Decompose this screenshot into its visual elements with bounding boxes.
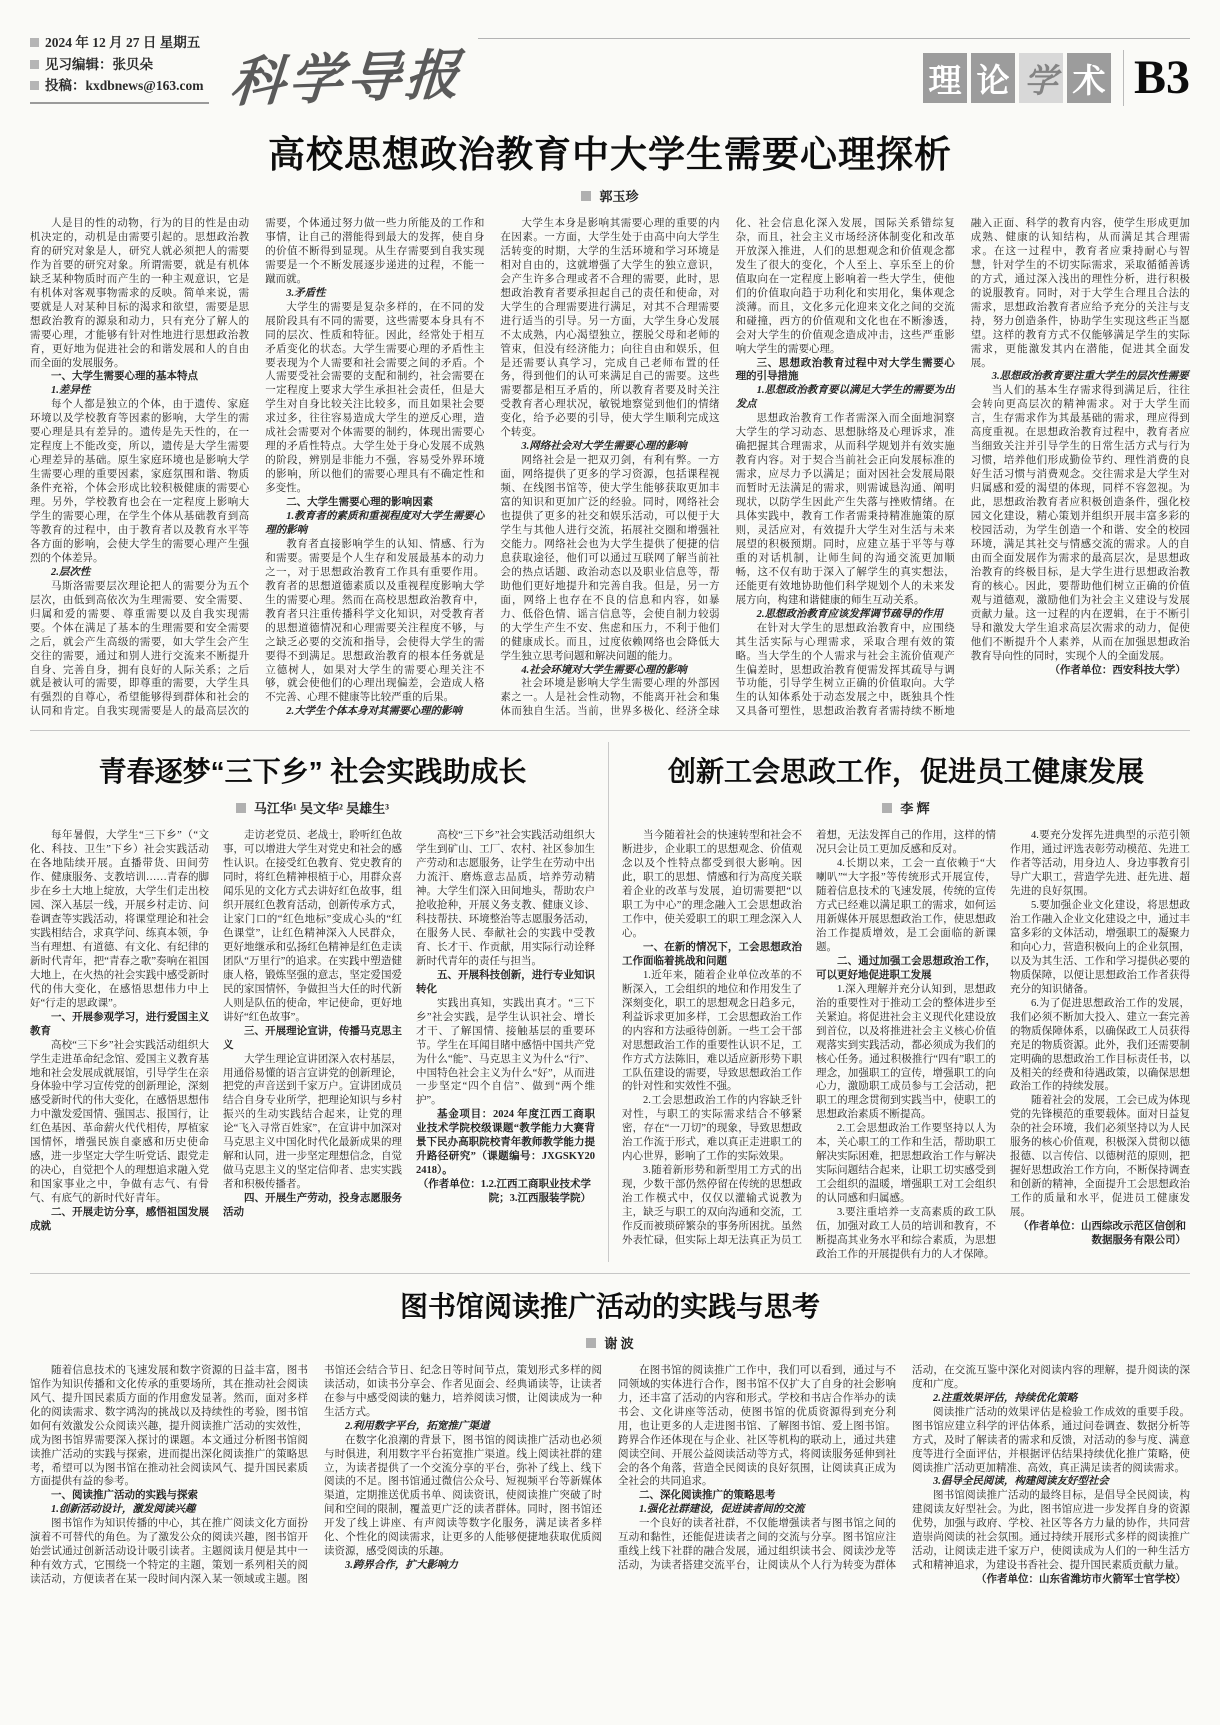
bullet-square-icon [30,60,39,69]
sub-heading: 3.网络社会对大学生需要心理的影响 [521,441,687,453]
body-paragraph: 随着社会的发展，工会已成为体现党的先锋模范的重要载体。面对日益复杂的社会环境，我们必须坚持以为人民服务的核心价值观，积极深入贯彻以德报德、以言传信、以德树范的原则，把握好思想政治工作方向，不断保持调查和创新的精神，全面提升工会思想政治工作的质量和水平，促进员工健康发展。 [1010,1095,1190,1219]
article-body [30,217,1190,719]
sub-heading: 2.利用数字平台，拓宽推广渠道 [345,1420,490,1432]
section-badge [919,50,1190,106]
section-char-box-calligraphy: 学 [1019,53,1063,103]
article-sanxiaxiang [30,742,608,1262]
body-paragraph: 6.为了促进思想政治工作的发展，我们必须不断加大投入、建立一套完善的物质保障体系，以确保政工人员获得充足的物质资源。此外，我们还需要制定明确的思想政治工作目标责任书，以及相关的经费和待遇政策，以确保思想政治工作的持续发展。 [1010,997,1190,1093]
body-paragraph: 高校“三下乡”社会实践活动组织大学生到矿山、工厂、农村、社区参加生产劳动和志愿服务，让学生在劳动中出力流汗、磨炼意志品质，培养劳动精神。大学生们深入田间地头，帮助农户抢收抢种，开展义务支教、健康义诊、科技帮扶、环境整治等志愿服务活动，在服务人民、奉献社会的实践中受教育、长才干、作贡献，用实际行动诠释新时代青年的责任与担当。 [416,830,595,967]
body-paragraph: 4.要充分发挥先进典型的示范引领作用，通过评选表彰劳动模范、先进工作者等活动，用身边人、身边事教育引导广大职工，营造学先进、赶先进、超先进的良好氛围。 [1010,830,1190,898]
byline-square-icon [236,803,246,813]
article-title: 高校思想政治教育中大学生需要心理探析 [268,134,952,175]
body-paragraph: 大学生本身是影响其需要心理的重要的内在因素。一方面，大学生处于由高中向大学生活转变的时期，大学的生活环境和学习环境是相对自由的，这就增强了大学生的独立意识，会产生许多合理或者不合理的需要，此时，思想政治教育者要承担起自己的责任和使命，对大学生的合理需要进行满足，对其不合理需要进行适当的引导。另一方面，大学生身心发展不太成熟，内心渴望独立，摆脱父母和老师的管束，但没有经济能力；向往自由和娱乐，但是还需要认真学习，完成自己老师布置的任务，得到他们的认可来满足自己的需要。这些需要都是相互矛盾的，所以教育者要及时关注受教育者心理状况，敏锐地察觉到他们的情绪变化，给予必要的引导，使大学生顺利完成这个转变。 [500,218,720,439]
middle-row [30,742,1190,1262]
body-paragraph: 2.工会思想政治工作要坚持以人为本，关心职工的工作和生活，帮助职工解决实际困难，把思想政治工作与解决实际问题结合起来，让职工切实感受到工会组织的温暖，增强职工对工会组织的认同感和归属感。 [816,1123,996,1205]
article-body [30,1364,1190,1587]
body-paragraph: 3.要注重培养一支高素质的政工队伍，加强对政工人员的培训和教育，不断提高其业务水平和综合素质，为思想政治工作的开展提供有力的人才保障。 [816,1207,996,1260]
header-rule [478,38,1190,39]
body-paragraph: 思想政治教育工作者需深入而全面地洞察大学生的学习动态、思想脉络及心理诉求，准确把握其合理需求，从而科学规划并有效实施教育内容。对于契合当前社会正向发展标准的需求，应尽力予以满足；面对因社会发展局限而暂时无法满足的需求，则需诚恳沟通、阐明现状，以防学生因此产生失落与挫败情绪。在具体实践中，教育工作者需秉持精准施策的原则，灵活应对，有效提升大学生对生活与未来展望的积极预期。同时，应建立基于平等与尊重的对话机制，让师生间的沟通交流更加顺畅，这不仅有助于深入了解学生的真实想法，还能更有效地协助他们科学规划个人的未来发展方向，构建和谐健康的师生互动关系。 [735,413,955,606]
article-union [609,742,1190,1262]
author-name: 马江华¹ 吴文华² 吴雄生³ [253,801,390,817]
bullet-square-icon [30,38,39,47]
section-divider [30,730,1190,731]
section-heading: 二、深化阅读推广的策略思考 [639,1489,776,1502]
page-header [30,22,1190,114]
body-paragraph: 高校“三下乡”社会实践活动组织大学生走进革命纪念馆、爱国主义教育基地和社会发展成就展馆，引导学生在亲身体验中学习宣传党的创新理论，深刻感受新时代的伟大变化，在感悟思想伟力中激发爱国情、强国志、报国行，让红色基因、革命薪火代代相传，厚植家国情怀，增强民族自豪感和历史使命感，进一步坚定大学生听党话、跟党走的决心，自觉把个人的理想追求融入党和国家事业之中，争做有志气、有骨气、有底气的新时代好青年。 [30,1039,209,1205]
submission-text: 投稿：kxdbnews@163.com [45,78,204,94]
editor-text: 见习编辑：张贝朵 [45,56,153,72]
sub-heading: 4.社会环境对大学生需要心理的影响 [521,664,687,676]
article-byline [30,798,595,817]
sub-heading: 1.强化社群建设，促进读者间的交流 [639,1504,805,1516]
author-name: 李 辉 [900,801,930,817]
section-char-box: 术 [1067,53,1111,103]
body-paragraph: 1.近年来，随着企业单位改革的不断深入，工会组织的地位和作用发生了深刻变化，职工的思想观念日趋多元，利益诉求更加多样，工会思想政治工作的内容和方法亟待创新。一些工会干部对思想政治工作的重要性认识不足，工作方式方法陈旧，难以适应新形势下职工队伍建设的需要，导致思想政治工作的针对性和实效性不强。 [622,969,802,1093]
sub-heading: 3.矛盾性 [286,287,326,299]
body-paragraph: 大学生理论宣讲团深入农村基层，用通俗易懂的语言宣讲党的创新理论，把党的声音送到千家万户。宣讲团成员结合自身专业所学，把理论知识与乡村振兴的生动实践结合起来，让党的理论“飞入寻常百姓家”，在宣讲中加深对马克思主义中国化时代化最新成果的理解和认同，进一步坚定理想信念，自觉做马克思主义的坚定信仰者、忠实实践者和积极传播者。 [223,1053,402,1191]
author-affiliation: （作者单位：1.2.江西工商职业技术学院；3.江西服装学院） [417,1179,591,1205]
section-heading: 三、思想政治教育过程中对大学生需要心理的引导措施 [735,356,955,383]
body-paragraph: 实践出真知，实践出真才。“三下乡”社会实践，是学生认识社会、增长才干、了解国情、接触基层的重要环节。学生在耳闻目睹中感悟中国共产党为什么“能”、马克思主义为什么“行”、中国特色社会主义为什么“好”，从而进一步坚定“四个自信”、做到“两个维护”。 [416,997,595,1107]
body-paragraph: 2.工会思想政治工作的内容缺乏针对性，与职工的实际需求结合不够紧密，存在“一刀切”的现象，导致思想政治工作流于形式，难以真正走进职工的内心世界，影响了工作的实际效果。 [622,1095,802,1163]
section-heading: 五、开展科技创新，进行专业知识转化 [416,968,595,995]
sub-heading: 1.创新活动设计，激发阅读兴趣 [51,1504,196,1516]
sub-heading: 2.注重效果评估，持续优化策略 [933,1392,1078,1404]
body-paragraph: 网络社会是一把双刃剑，有利有弊。一方面，网络提供了更多的学习资源，包括课程视频、在线图书馆等，使大学生能够获取更加丰富的知识和更加广泛的经验。同时，网络社会也提供了更多的社交和娱乐活动，可以便于大学生与其他人进行交流，拓展社交圈和增强社交能力。网络社会也为大学生提供了便捷的信息获取途径，他们可以通过互联网了解当前社会的热点话题、政治动态以及职业信息等，帮助他们更好地提升和完善自我。但是，另一方面，网络上也存在不良的信息和内容，如暴力、低俗色情、谣言信息等，会使自制力较弱的大学生产生不安、焦虑和压力，不利于他们的健康成长。而且，过度依赖网络也会降低大学生独立思考问题和解决问题的能力。 [500,455,720,662]
newspaper-masthead: 科学导报 [228,41,466,115]
article-library [30,1285,1190,1587]
sub-heading: 2.层次性 [51,566,91,578]
date-line [30,32,203,54]
byline-square-icon [581,191,591,201]
section-heading: 三、开展理论宣讲，传播马克思主义 [223,1024,402,1051]
section-heading: 一、大学生需要心理的基本特点 [51,370,198,383]
body-paragraph: 当今随着社会的快速转型和社会不断进步，企业职工的思想观念、价值观念以及个性特点都受到很大影响。因此，职工的思想、情感和行为高度关联着企业的改革与发展，迫切需要把“以职工为中心”的理念融入工会思想政治工作中，使关爱职工的职工理念深入人心。 [622,830,802,939]
section-char-box: 论 [971,53,1015,103]
author-name: 谢 波 [604,1335,634,1351]
body-paragraph: 3.随着新形势和新型用工方式的出现，少数干部仍然停留在传统的思想政治工作模式中，仅仅以灌输式说教为主，缺乏与职工的双向沟通和交流，工作反而被琐碎繁杂的事务所困扰。虽然外表忙碌，但实际上却无法真正为员工着想，无法发挥自己的作用，这样的情况只会让员工更加反感和反对。 [622,830,996,1246]
article-title: 图书馆阅读推广活动的实践与思考 [399,1290,820,1322]
section-heading: 一、开展参观学习，进行爱国主义教育 [30,1010,209,1037]
body-paragraph: 在数字化浪潮的背景下，图书馆的阅读推广活动也必须与时俱进，利用数字平台拓宽推广渠道。线上阅读社群的建立，为读者提供了一个交流分享的平台，弥补了线上、线下阅读的不足。图书馆通过微信公众号、短视频平台等新媒体渠道，定期推送优质书单、阅读资讯，使阅读推广突破了时间和空间的限制，覆盖更广泛的读者群体。同时，图书馆还开发了线上讲座、有声阅读等数字化服务，满足读者多样化、个性化的阅读需求，让更多的人能够便捷地获取优质阅读资源，感受阅读的乐趣。 [324,1434,602,1558]
page-number: B3 [1133,51,1190,104]
body-paragraph: 5.要加强企业文化建设，将思想政治工作融入企业文化建设之中，通过丰富多彩的文体活动，增强职工的凝聚力和向心力，营造积极向上的企业氛围，以及为其生活、工作和学习提供必要的物质保障，以便让思想政治工作者获得充分的知识储备。 [1010,900,1190,995]
article-byline [30,186,1190,205]
body-paragraph: 每个人都是独立的个体，由于遗传、家庭环境以及学校教育等因素的影响，大学生的需要心理是具有差异的。遗传是先天性的，在一定程度上不能改变，所以，遗传是大学生需要心理差异的基础。原生家庭环境也是影响大学生需要心理的重要因素，家庭氛围和谐、物质条件充裕，个体会形成比较积极健康的需要心理。另外，学校教育也会在一定程度上影响大学生的需要心理，在学生个体从基础教育到高等教育的过程中，由于教育者以及教育水平等各方面的影响，会使大学生的需要心理产生强烈的个体差异。 [30,399,250,564]
section-heading: 一、阅读推广活动的实践与探索 [51,1489,198,1502]
sub-heading: 2.思想政治教育应该发挥调节疏导的作用 [756,608,943,620]
body-paragraph: 人是目的性的动物，行为的目的性是由动机决定的，动机是由需要引起的。思想政治教育的研究对象是人，研究人就必须把人的需要作为首要的研究对象。所谓需要，就是有机体缺乏某种物质时而产生的一种主观意识，它是有机体对客观事物需求的反映。简单来说，需要就是人对某种目标的渴求和欲望，需要是思想政治教育的源泉和动力，只有充分了解人的需要心理，才能够有针对性地进行思想政治教育，更好地为促进社会的和谐发展和人的自由而全面的发展服务。 [30,218,250,369]
article-lead [30,124,1190,719]
sub-heading: 2.大学生个体本身对其需要心理的影响 [286,706,463,718]
body-paragraph: 大学生的需要是复杂多样的，在不同的发展阶段具有不同的需要，这些需要本身具有不同的层次、性质和特征。因此，经常处于相互矛盾变化的状态。大学生需要心理的矛盾性主要表现为个人需要和社会需要之间的矛盾。个人需要受社会需要的支配和制约，社会需要在一定程度上要求大学生承担社会责任，但是大学生对自身比较关注比较多，而且如果社会要求过多，往往容易造成大学生的逆反心理，造成社会需要对个体需要的制约，体现出需要心理的矛盾性特点。大学生处于身心发展不成熟的阶段，辨别是非能力不强，容易受外界环境的影响，所以他们的需要心理具有不确定性和多变性。 [265,301,485,495]
author-affiliation: （作者单位：山西综改示范区信创和数据服务有限公司） [1018,1221,1186,1246]
body-paragraph: 教育者直接影响学生的认知、情感、行为和需要。需要是个人生存和发展最基本的动力之一，对于思想政治教育工作具有重要作用。教育者的思想道德素质以及重视程度影响大学生的需要心理。然而在高校思想政治教育中，教育者只注重传播科学文化知识，对受教育者的思想道德情况和心理需要关注程度不够，与之缺乏必要的交流和指导，会使得大学生的需要得不到满足。思想政治教育的根本任务就是立德树人，如果对大学生的需要心理关注不够，就会使他们的心理出现偏差，会造成人格不完善、心理不健康等比较严重的后果。 [265,538,485,704]
submission-line [30,75,203,97]
body-paragraph: 走访老党员、老战士，聆听红色故事，可以增进大学生对党史和社会的感性认识。在接受红色教育、党史教育的同时，将红色精神根植于心，用群众喜闻乐见的文化方式去讲好红色故事，组织开展红色教育活动，创新传承方式，让家门口的“红色地标”变成心头的“红色课堂”，让红色精神深入人民群众，更好地继承和弘扬红色精神是红色走读团队“万里行”的追求。在实践中塑造健康人格，锻炼坚强的意志，坚定爱国爱民的家国情怀，争做担当大任的时代新人则是队伍的使命，牢记使命，更好地讲好“红色故事”。 [223,830,402,1023]
section-char-box: 理 [923,53,967,103]
body-paragraph: 在图书馆的阅读推广工作中，我们可以看到，通过与不同领域的实体进行合作，图书馆不仅扩大了自身的社会影响力，还丰富了活动的内容和形式。学校和书店合作举办的读书会、文化讲座等活动，使图书馆的优质资源得到充分利用，也让更多的人走进图书馆、了解图书馆、爱上图书馆。跨界合作还体现在与企业、社区等机构的联动上，通过共建阅读空间、开展公益阅读活动等方式，将阅读服务延伸到社会的各个角落，营造全民阅读的良好氛围，让阅读真正成为全社会的共同追求。 [618,1364,896,1488]
body-paragraph: 一个良好的读者社群，不仅能增强读者与图书馆之间的互动和黏性，还能促进读者之间的交流与分享。图书馆应注重线上线下社群的融合发展，通过组织读书会、阅读沙龙等活动，为读者搭建交流平台，让阅读从个人行为转变为群体活动，在交流互鉴中深化对阅读内容的理解，提升阅读的深度和广度。 [618,1364,1190,1572]
section-heading: 二、通过加强工会思想政治工作，可以更好地促进职工发展 [816,954,996,981]
body-paragraph: 阅读推广活动的效果评估是检验工作成效的重要手段。图书馆应建立科学的评估体系，通过问卷调查、数据分析等方式，及时了解读者的需求和反馈，对活动的参与度、满意度等进行全面评估，并根据评估结果持续优化推广策略，使阅读推广活动更加精准、高效，真正满足读者的阅读需求。 [912,1406,1190,1474]
section-heading: 四、开展生产劳动，投身志愿服务活动 [223,1192,402,1219]
body-paragraph: 图书馆作为知识传播的中心，其在推广阅读文化方面扮演着不可替代的角色。为了激发公众的阅读兴趣，图书馆开始尝试通过创新活动设计吸引读者。主题阅读月便是其中一种有效方式，它围绕一个特定的主题，策划一系列相关的阅读活动，方便读者在某一段时间内深入某一领域或主题。图书馆还会结合节日、纪念日等时间节点，策划形式多样的阅读活动，如读书分享会、作者见面会、经典诵读等，让读者在参与中感受阅读的魅力，培养阅读习惯，让阅读成为一种生活方式。 [30,1364,602,1586]
author-affiliation: （作者单位：西安科技大学） [1049,664,1186,676]
article-body [622,829,1190,1262]
article-title: 创新工会思政工作，促进员工健康发展 [667,756,1144,788]
body-paragraph: 在针对大学生的思想政治教育中，应围绕其生活实际与心理需求，采取合理有效的策略。当大学生的个人需求与社会主流价值观产生偏差时，思想政治教育便需发挥其疏导与调节功能，引导学生树立正确的价值取向。大学生的认知体系处于动态发展之中，既独具个性又具备可塑性，思想政治教育者需持续不断地融入正面、科学的教育内容，使学生形成更加成熟、健康的认知结构，从而满足其合理需求。在这一过程中，教育者应秉持耐心与智慧，针对学生的不切实际需求，采取循循善诱的方式，通过深入浅出的理性分析，进行积极的说服教育。同时，对于大学生合理且合法的需求，思想政治教育者应给予充分的关注与支持，努力创造条件，协助学生实现这些正当愿望。这样的教育方式不仅能够满足学生的实际需求，更能激发其内在潜能，促进其全面发展。 [735,218,1190,718]
body-paragraph: 当人们的基本生存需求得到满足后，往往会转向更高层次的精神需求。对于大学生而言，生存需求作为其最基础的需求，理应得到高度重视。在思想政治教育过程中，教育者应当细致关注并引导学生的日常生活方式与行为习惯，培养他们形成勤俭节约、理性消费的良好生活习惯与消费观念。交往需求是大学生对归属感和爱的渴望的体现，同样不容忽视。为此，思想政治教育者应积极创造条件，强化校园文化建设，精心策划并组织开展丰富多彩的校园活动，为学生创造一个和谐、安全的校园环境，满足其社交与情感交流的需求。人的自由而全面发展作为需求的最高层次，是思想政治教育的终极目标，是大学生进行思想政治教育的核心。因此，要帮助他们树立正确的价值观与道德观，激励他们为社会主义建设与发展贡献力量。这一过程的内在逻辑，在于不断引导和激发大学生追求高层次需求的动力，促使他们不断提升个人素养，从而在加强思想政治教育导向性的同时，实现个人的全面发展。 [970,385,1190,662]
date-text: 2024 年 12 月 27 日 星期五 [45,35,201,50]
sub-heading: 3.倡导全民阅读，构建阅读友好型社会 [933,1476,1109,1488]
byline-square-icon [586,1338,596,1348]
article-byline [622,798,1190,817]
article-byline [30,1333,1190,1352]
editor-line [30,54,203,76]
body-paragraph: 马斯洛需要层次理论把人的需要分为五个层次，由低到高依次为生理需要、安全需要、归属和爱的需要、尊重需要以及自我实现需要。个体在满足了基本的生理需要和安全需要之后，就会产生高级的需要，如大学生会产生交往的需要，通过和别人进行交流来不断提升自身、完善自身，拥有良好的人际关系；之后就是被认可的需要，即尊重的需要，大学生具有强烈的自尊心，希望能够得到群体和社会的认同和肯定。自我实现需要是人的最高层次的需要，个体通过努力做一些力所能及的工作和事情，让自己的潜能得到最大的发挥，使自身的价值不断得到显现。从生存需要到自我实现需要是一个不断发展逐步递进的过程，不能一蹴而就。 [30,218,485,718]
body-paragraph: 每年暑假，大学生“三下乡”（“文化、科技、卫生”下乡）社会实践活动在各地陆续开展。直播带货、田间劳作、健康服务、支教培训……青春的脚步在乡土大地上绽放，大学生们走出校园、深入基层一线，开展乡村走访、问卷调查等实践活动，将课堂理论和社会实践相结合，求真学问、练真本领，争当有理想、有道德、有文化、有纪律的新时代青年，把“青春之歌”奏响在祖国大地上，在火热的社会实践中感受新时代的伟大变化，在感悟思想伟力中上好“行走的思政课”。 [30,830,209,1009]
body-paragraph: 随着信息技术的飞速发展和数字资源的日益丰富，图书馆作为知识传播和文化传承的重要场所，其在推动社会阅读风气、提升国民素质方面的作用愈发显著。然而，面对多样化的阅读需求、数字鸿沟的挑战以及持续性的考验，图书馆如何有效激发公众阅读兴趣，提升阅读推广活动的实效性，成为图书馆界需要深入探讨的课题。本文通过分析图书馆阅读推广活动的实践与探索，进而提出深化阅读推广的策略思考，希望可以为图书馆在推动社会阅读风气、提升国民素质方面提供有益的参考。 [30,1364,308,1488]
body-paragraph: 图书馆阅读推广活动的最终目标，是倡导全民阅读，构建阅读友好型社会。为此，图书馆应进一步发挥自身的资源优势，加强与政府、学校、社区等各方力量的协作，共同营造崇尚阅读的社会氛围。通过持续开展形式多样的阅读推广活动，让阅读走进千家万户，使阅读成为人们的一种生活方式和精神追求，为建设书香社会、提升国民素质贡献力量。 [912,1490,1190,1572]
byline-square-icon [882,803,892,813]
section-heading: 一、在新的情况下，工会思想政治工作面临着挑战和问题 [622,940,802,967]
badge-divider [1123,50,1124,106]
article-body [30,829,595,1234]
fund-note: 基金项目：2024 年度江西工商职业技术学院校级课题“教学能力大赛背景下民办高职院校青年教师教学能力提升路径研究”（课题编号：JXGSKY202418）。 [416,1109,595,1177]
sub-heading: 1.差异性 [51,385,91,397]
sub-heading: 3.思想政治教育要注重大学生的层次性需要 [991,371,1189,383]
body-paragraph: 社会环境是影响大学生需要心理的外部因素之一。人是社会性动物，不能离开社会和集体而独自生活。当前，世界多极化、经济全球化、社会信息化深入发展，国际关系错综复杂，而且，社会主义市场经济体制变化和改革开放深入推进，人们的思想观念和价值观念都发生了很大的变化，个人至上、享乐至上的价值取向在一定程度上影响着一些大学生，使他们的价值取向趋于功利化和实用化，集体观念淡薄。而且，文化多元化迎来文化之间的交流和碰撞，西方的价值观和文化也在不断渗透，会对大学生的价值观念造成冲击，这些严重影响大学生的需要心理。 [500,218,955,718]
author-name: 郭玉珍 [599,189,639,204]
sub-heading: 3.跨界合作，扩大影响力 [345,1560,458,1572]
sub-heading: 1.思想政治教育要以满足大学生的需要为出发点 [735,385,955,411]
section-heading: 二、大学生需要心理的影响因素 [286,496,434,509]
section-heading: 二、开展走访分享，感悟祖国发展成就 [30,1206,209,1232]
sub-heading: 1.教育者的素质和重视程度对大学生需要心理的影响 [265,511,485,536]
article-title: 青春逐梦“三下乡” 社会实践助成长 [98,756,527,788]
masthead-info [30,22,209,104]
bullet-square-icon [30,81,39,90]
author-affiliation: （作者单位：山东省潍坊市火箭军士官学校） [976,1574,1186,1586]
body-paragraph: 4.长期以来，工会一直依赖于“大喇叭”“大字报”等传统形式开展宣传，随着信息技术的飞速发展，传统的宣传方式已经难以满足职工的需求，如何运用新媒体开展思想政治工作，使思想政治工作提质增效，是工会面临的新课题。 [816,858,996,953]
body-paragraph: 1.深入理解并充分认知到，思想政治的重要性对于推动工会的整体进步至关紧迫。将促进社会主义现代化建设放到首位，以及将推进社会主义核心价值观落实到实践活动，都必须成为我们的核心任务。通过积极推行“四有”职工的理念，加强职工的宣传，增强职工的向心力，激励职工成员参与工会活动，把职工的理念贯彻到实践当中，使职工的思想政治素质不断提高。 [816,983,996,1121]
section-divider [30,1273,1190,1274]
